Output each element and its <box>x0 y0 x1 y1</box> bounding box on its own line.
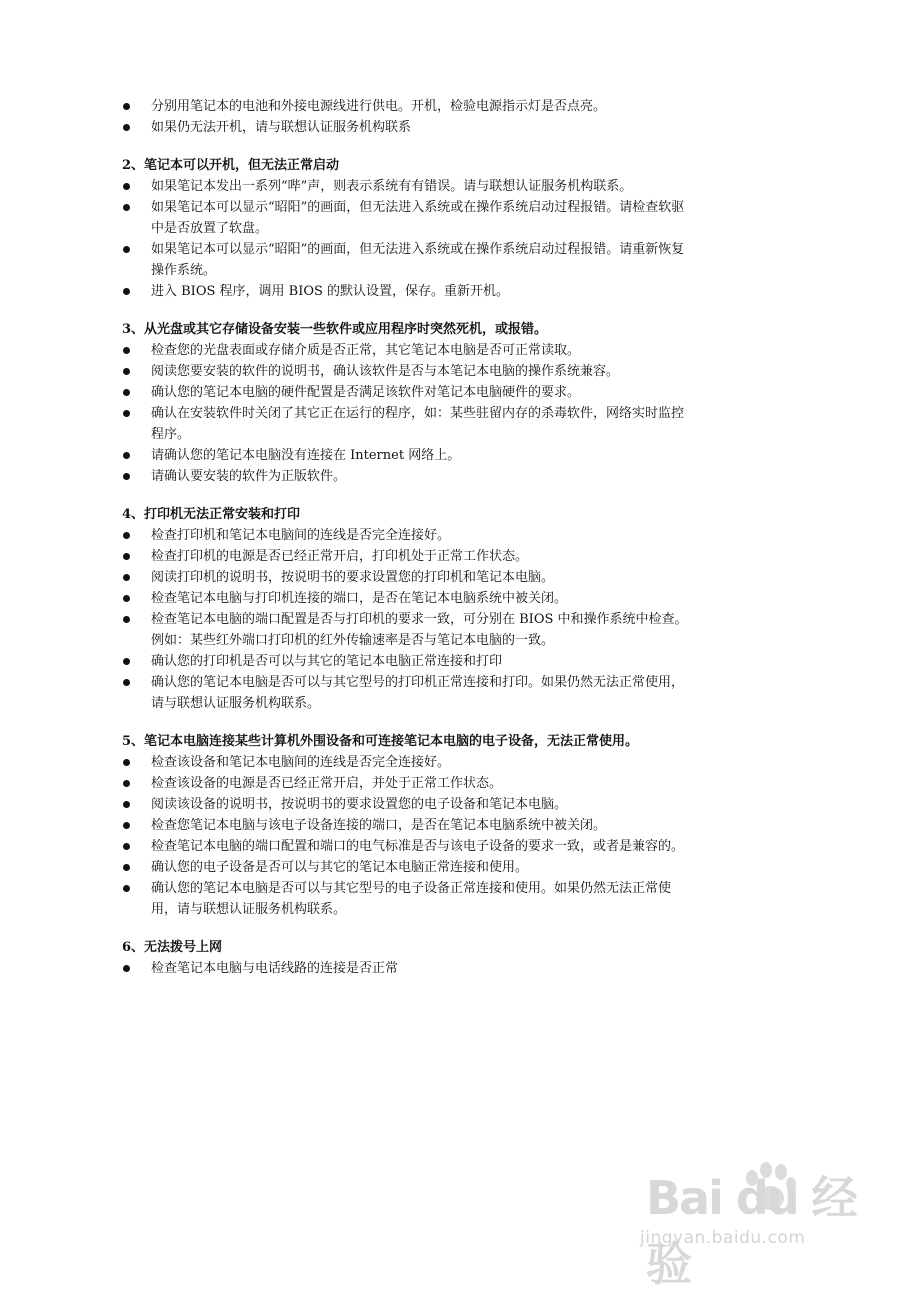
list-item-text: 阅读该设备的说明书，按说明书的要求设置您的电子设备和笔记本电脑。 <box>151 797 568 812</box>
section-heading: 4、打印机无法正常安装和打印 <box>122 507 301 522</box>
list-item-text: 如果笔记本可以显示“昭阳”的画面，但无法进入系统或在操作系统启动过程报错。请检查软驱中是否放置了软盘。 <box>151 200 685 236</box>
list-item-text: 检查打印机和笔记本电脑间的连线是否完全连接好。 <box>151 528 451 543</box>
bullet-icon <box>123 368 130 375</box>
list-item <box>122 197 692 239</box>
bullet-icon <box>123 801 130 808</box>
bullet-icon <box>123 780 130 787</box>
intro-list <box>122 96 692 138</box>
bullet-icon <box>123 204 130 211</box>
list-item-text: 请确认您的笔记本电脑没有连接在 Internet 网络上。 <box>151 448 461 463</box>
section-list <box>122 525 692 714</box>
bullet-icon <box>123 452 130 459</box>
bullet-icon <box>123 103 130 110</box>
list-item-text: 确认您的笔记本电脑是否可以与其它型号的电子设备正常连接和使用。如果仍然无法正常使用，请与联想认证服务机构联系。 <box>151 881 672 917</box>
bullet-icon <box>123 246 130 253</box>
list-item-text: 阅读打印机的说明书，按说明书的要求设置您的打印机和笔记本电脑。 <box>151 570 555 585</box>
section <box>122 155 692 302</box>
bullet-icon <box>123 595 130 602</box>
section-heading: 6、无法拨号上网 <box>122 940 223 955</box>
list-item-text: 请确认要安装的软件为正版软件。 <box>151 469 347 484</box>
list-item-text: 检查笔记本电脑的端口配置是否与打印机的要求一致，可分别在 BIOS 中和操作系统中检查。例如：某些红外端口打印机的红外传输速率是否与笔记本电脑的一致。 <box>151 612 688 648</box>
section-list <box>122 752 692 920</box>
list-item-text: 确认您的笔记本电脑的硬件配置是否满足该软件对笔记本电脑硬件的要求。 <box>151 385 581 400</box>
section-list <box>122 958 692 979</box>
section-heading: 2、笔记本可以开机，但无法正常启动 <box>122 158 340 173</box>
list-item <box>122 281 692 302</box>
list-item-text: 检查打印机的电源是否已经正常开启，打印机处于正常工作状态。 <box>151 549 529 564</box>
list-item-text: 进入 BIOS 程序，调用 BIOS 的默认设置，保存。重新开机。 <box>151 284 510 299</box>
list-item <box>122 672 692 714</box>
section <box>122 731 692 920</box>
bullet-icon <box>123 553 130 560</box>
list-item <box>122 588 692 609</box>
document-content <box>122 96 692 979</box>
list-item-text: 确认在安装软件时关闭了其它正在运行的程序，如：某些驻留内存的杀毒软件，网络实时监控程序。 <box>151 406 685 442</box>
bullet-icon <box>123 347 130 354</box>
bullet-icon <box>123 183 130 190</box>
list-item-text: 确认您的打印机是否可以与其它的笔记本电脑正常连接和打印 <box>151 654 503 669</box>
list-item-text: 检查该设备和笔记本电脑间的连线是否完全连接好。 <box>151 755 451 770</box>
bullet-icon <box>123 389 130 396</box>
bullet-icon <box>123 843 130 850</box>
list-item-text: 如果笔记本发出一系列“哔”声，则表示系统有有错误。请与联想认证服务机构联系。 <box>151 179 633 194</box>
list-item-text: 分别用笔记本的电池和外接电源线进行供电。开机，检验电源指示灯是否点亮。 <box>151 99 607 114</box>
list-item-text: 检查您的光盘表面或存储介质是否正常，其它笔记本电脑是否可正常读取。 <box>151 343 581 358</box>
list-item <box>122 773 692 794</box>
list-item <box>122 96 692 117</box>
list-item <box>122 878 692 920</box>
watermark-site-text: jingyan.baidu.com <box>640 1228 806 1248</box>
bullet-icon <box>123 532 130 539</box>
list-item <box>122 176 692 197</box>
baidu-jingyan-watermark <box>640 1150 880 1291</box>
watermark-logo-text: Bai du 经验 <box>646 1171 856 1291</box>
bullet-icon <box>123 658 130 665</box>
list-item <box>122 445 692 466</box>
list-item <box>122 651 692 672</box>
section <box>122 319 692 487</box>
list-item <box>122 567 692 588</box>
list-item <box>122 239 692 281</box>
section-heading: 3、从光盘或其它存储设备安装一些软件或应用程序时突然死机，或报错。 <box>122 322 548 337</box>
list-item <box>122 361 692 382</box>
list-item-text: 阅读您要安装的软件的说明书，确认该软件是否与本笔记本电脑的操作系统兼容。 <box>151 364 620 379</box>
section <box>122 504 692 714</box>
bullet-icon <box>123 574 130 581</box>
list-item <box>122 794 692 815</box>
list-item <box>122 117 692 138</box>
list-item <box>122 525 692 546</box>
list-item-text: 检查笔记本电脑与电话线路的连接是否正常 <box>151 961 399 976</box>
list-item <box>122 403 692 445</box>
bullet-icon <box>123 124 130 131</box>
list-item <box>122 857 692 878</box>
section-heading: 5、笔记本电脑连接某些计算机外围设备和可连接笔记本电脑的电子设备，无法正常使用。 <box>122 734 639 749</box>
bullet-icon <box>123 288 130 295</box>
list-item-text: 确认您的电子设备是否可以与其它的笔记本电脑正常连接和使用。 <box>151 860 529 875</box>
section-list <box>122 340 692 487</box>
section-list <box>122 176 692 302</box>
list-item <box>122 752 692 773</box>
list-item-text: 如果笔记本可以显示“昭阳”的画面，但无法进入系统或在操作系统启动过程报错。请重新恢复操作系统。 <box>151 242 685 278</box>
list-item-text: 检查该设备的电源是否已经正常开启，并处于正常工作状态。 <box>151 776 503 791</box>
list-item-text: 确认您的笔记本电脑是否可以与其它型号的打印机正常连接和打印。如果仍然无法正常使用，请与联想认证服务机构联系。 <box>151 675 685 711</box>
bullet-icon <box>123 473 130 480</box>
list-item <box>122 466 692 487</box>
bullet-icon <box>123 965 130 972</box>
bullet-icon <box>123 679 130 686</box>
list-item-text: 检查笔记本电脑与打印机连接的端口，是否在笔记本电脑系统中被关闭。 <box>151 591 568 606</box>
list-item <box>122 382 692 403</box>
list-item <box>122 609 692 651</box>
list-item <box>122 546 692 567</box>
list-item <box>122 958 692 979</box>
bullet-icon <box>123 822 130 829</box>
list-item-text: 检查笔记本电脑的端口配置和端口的电气标准是否与该电子设备的要求一致，或者是兼容的。 <box>151 839 685 854</box>
bullet-icon <box>123 616 130 623</box>
bullet-icon <box>123 885 130 892</box>
list-item <box>122 815 692 836</box>
bullet-icon <box>123 410 130 417</box>
section <box>122 937 692 979</box>
list-item-text: 检查您笔记本电脑与该电子设备连接的端口，是否在笔记本电脑系统中被关闭。 <box>151 818 607 833</box>
bullet-icon <box>123 759 130 766</box>
list-item <box>122 340 692 361</box>
list-item-text: 如果仍无法开机，请与联想认证服务机构联系 <box>151 120 412 135</box>
bullet-icon <box>123 864 130 871</box>
list-item <box>122 836 692 857</box>
sections-container <box>122 155 692 979</box>
